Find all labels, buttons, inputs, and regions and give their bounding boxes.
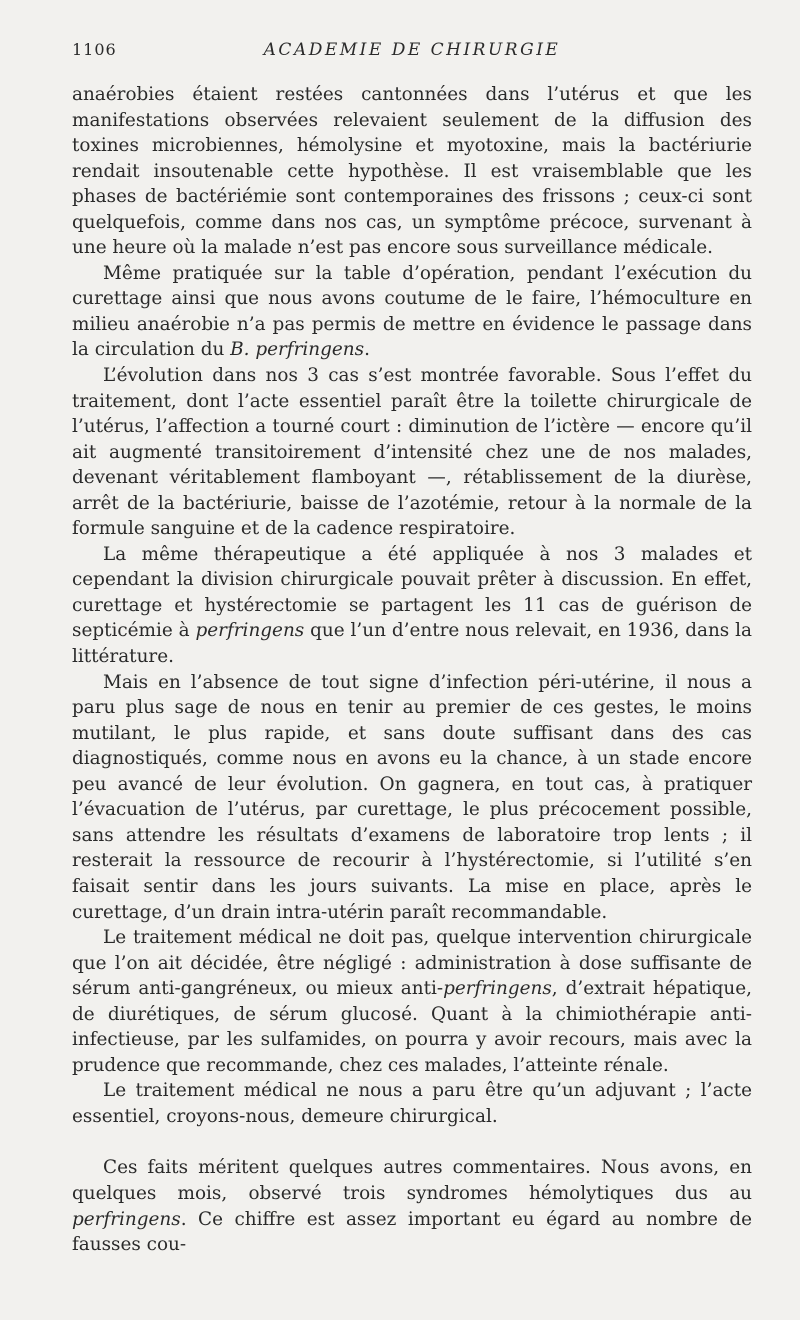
text-run: Ces faits méritent quelques autres commentaires. Nous avons, en quelques mois, observé trois syndromes hémolytiques dus au: [72, 1157, 752, 1204]
paragraph: [72, 1155, 752, 1257]
body-text: [72, 82, 752, 1258]
paragraph: [72, 925, 752, 1078]
text-run: Le traitement médical ne nous a paru être qu’un adjuvant ; l’acte essentiel, croyons-nous, demeure chirurgical.: [72, 1080, 752, 1127]
paragraph: [72, 82, 752, 261]
paragraph: [72, 363, 752, 542]
text-run: La même thérapeutique a été appliquée à nos 3 malades et cependant la division chirurgicale pouvait prêter à discussion. En effet, curettage et hystérectomie se partagent les 11 cas de guérison de septicémie à: [72, 543, 752, 642]
text-run: Mais en l’absence de tout signe d’infection péri-utérine, il nous a paru plus sage de nous en tenir au premier de ces gestes, le moins mutilant, le plus rapide, et sans doute suffisant dans des cas diagnostiqués, comme nous en avons eu la chance, à un stade encore peu avancé de leur évolution. On gagnera, en tout cas, à pratiquer l’évacuation de l’utérus, par curettage, le plus précocement possible, sans attendre les résultats d’examens de laboratoire trop lents ; il resterait la ressource de recourir à l’hystérectomie, si l’utilité s’en faisait sentir dans les jours suivants. La mise en place, après le curettage, d’un drain intra-utérin paraît recommandable.: [72, 671, 752, 923]
paragraph: [72, 542, 752, 670]
text-run: Même pratiquée sur la table d’opération, pendant l’exécution du curettage ainsi que nous avons coutume de le faire, l’hémoculture en milieu anaérobie n’a pas permis de mettre en évidence le passage dans la circulation du: [72, 262, 752, 361]
paragraph: [72, 670, 752, 925]
running-title: ACADEMIE DE CHIRURGIE: [263, 40, 561, 60]
species-name: perfringens: [443, 978, 552, 1000]
species-name: perfringens: [72, 1208, 181, 1230]
text-run: L’évolution dans nos 3 cas s’est montrée favorable. Sous l’effet du traitement, dont l’acte essentiel paraît être la toilette chirurgicale de l’utérus, l’affection a tourné court : diminution de l’ictère — encore qu’il ait augmenté transitoirement d’intensité chez une de nos malades, devenant véritablement flamboyant —, rétablissement de la diurèse, arrêt de la bactériurie, baisse de l’azotémie, retour à la normale de la formule sanguine et de la cadence respiratoire.: [72, 365, 752, 540]
page-header: [72, 40, 752, 68]
text-run: anaérobies étaient restées cantonnées dans l’utérus et que les manifestations observées relevaient seulement de la diffusion des toxines microbiennes, hémolysine et myotoxine, mais la bactériurie rendait insoutenable cette hypothèse. Il est vraisemblable que les phases de bactériémie sont contemporaines des frissons ; ceux-ci sont quelquefois, comme dans nos cas, un symptôme précoce, survenant à une heure où la malade n’est pas encore sous surveillance médicale.: [72, 84, 752, 259]
species-name: perfringens: [195, 620, 305, 642]
text-run: que l’un d’entre nous relevait, en 1936, dans la littérature.: [72, 620, 752, 668]
text-run: . Ce chiffre est assez important eu égard au nombre de fausses cou-: [72, 1208, 752, 1256]
text-run: , d’extrait hépatique, de diurétiques, de sérum glucosé. Quant à la chimiothérapie anti-infectieuse, par les sulfamides, on pourra y avoir recours, mais avec la prudence que recommande, chez ces malades, l’atteinte rénale.: [72, 978, 752, 1076]
paragraph: [72, 1078, 752, 1129]
text-run: .: [364, 339, 370, 361]
text-run: Le traitement médical ne doit pas, quelque intervention chirurgicale que l’on ait décidée, être négligé : administration à dose suffisante de sérum anti-gangréneux, ou mieux anti-: [72, 927, 752, 1000]
paragraph: [72, 261, 752, 363]
species-name: B. perfringens: [230, 339, 365, 361]
page-number: 1106: [72, 40, 117, 59]
